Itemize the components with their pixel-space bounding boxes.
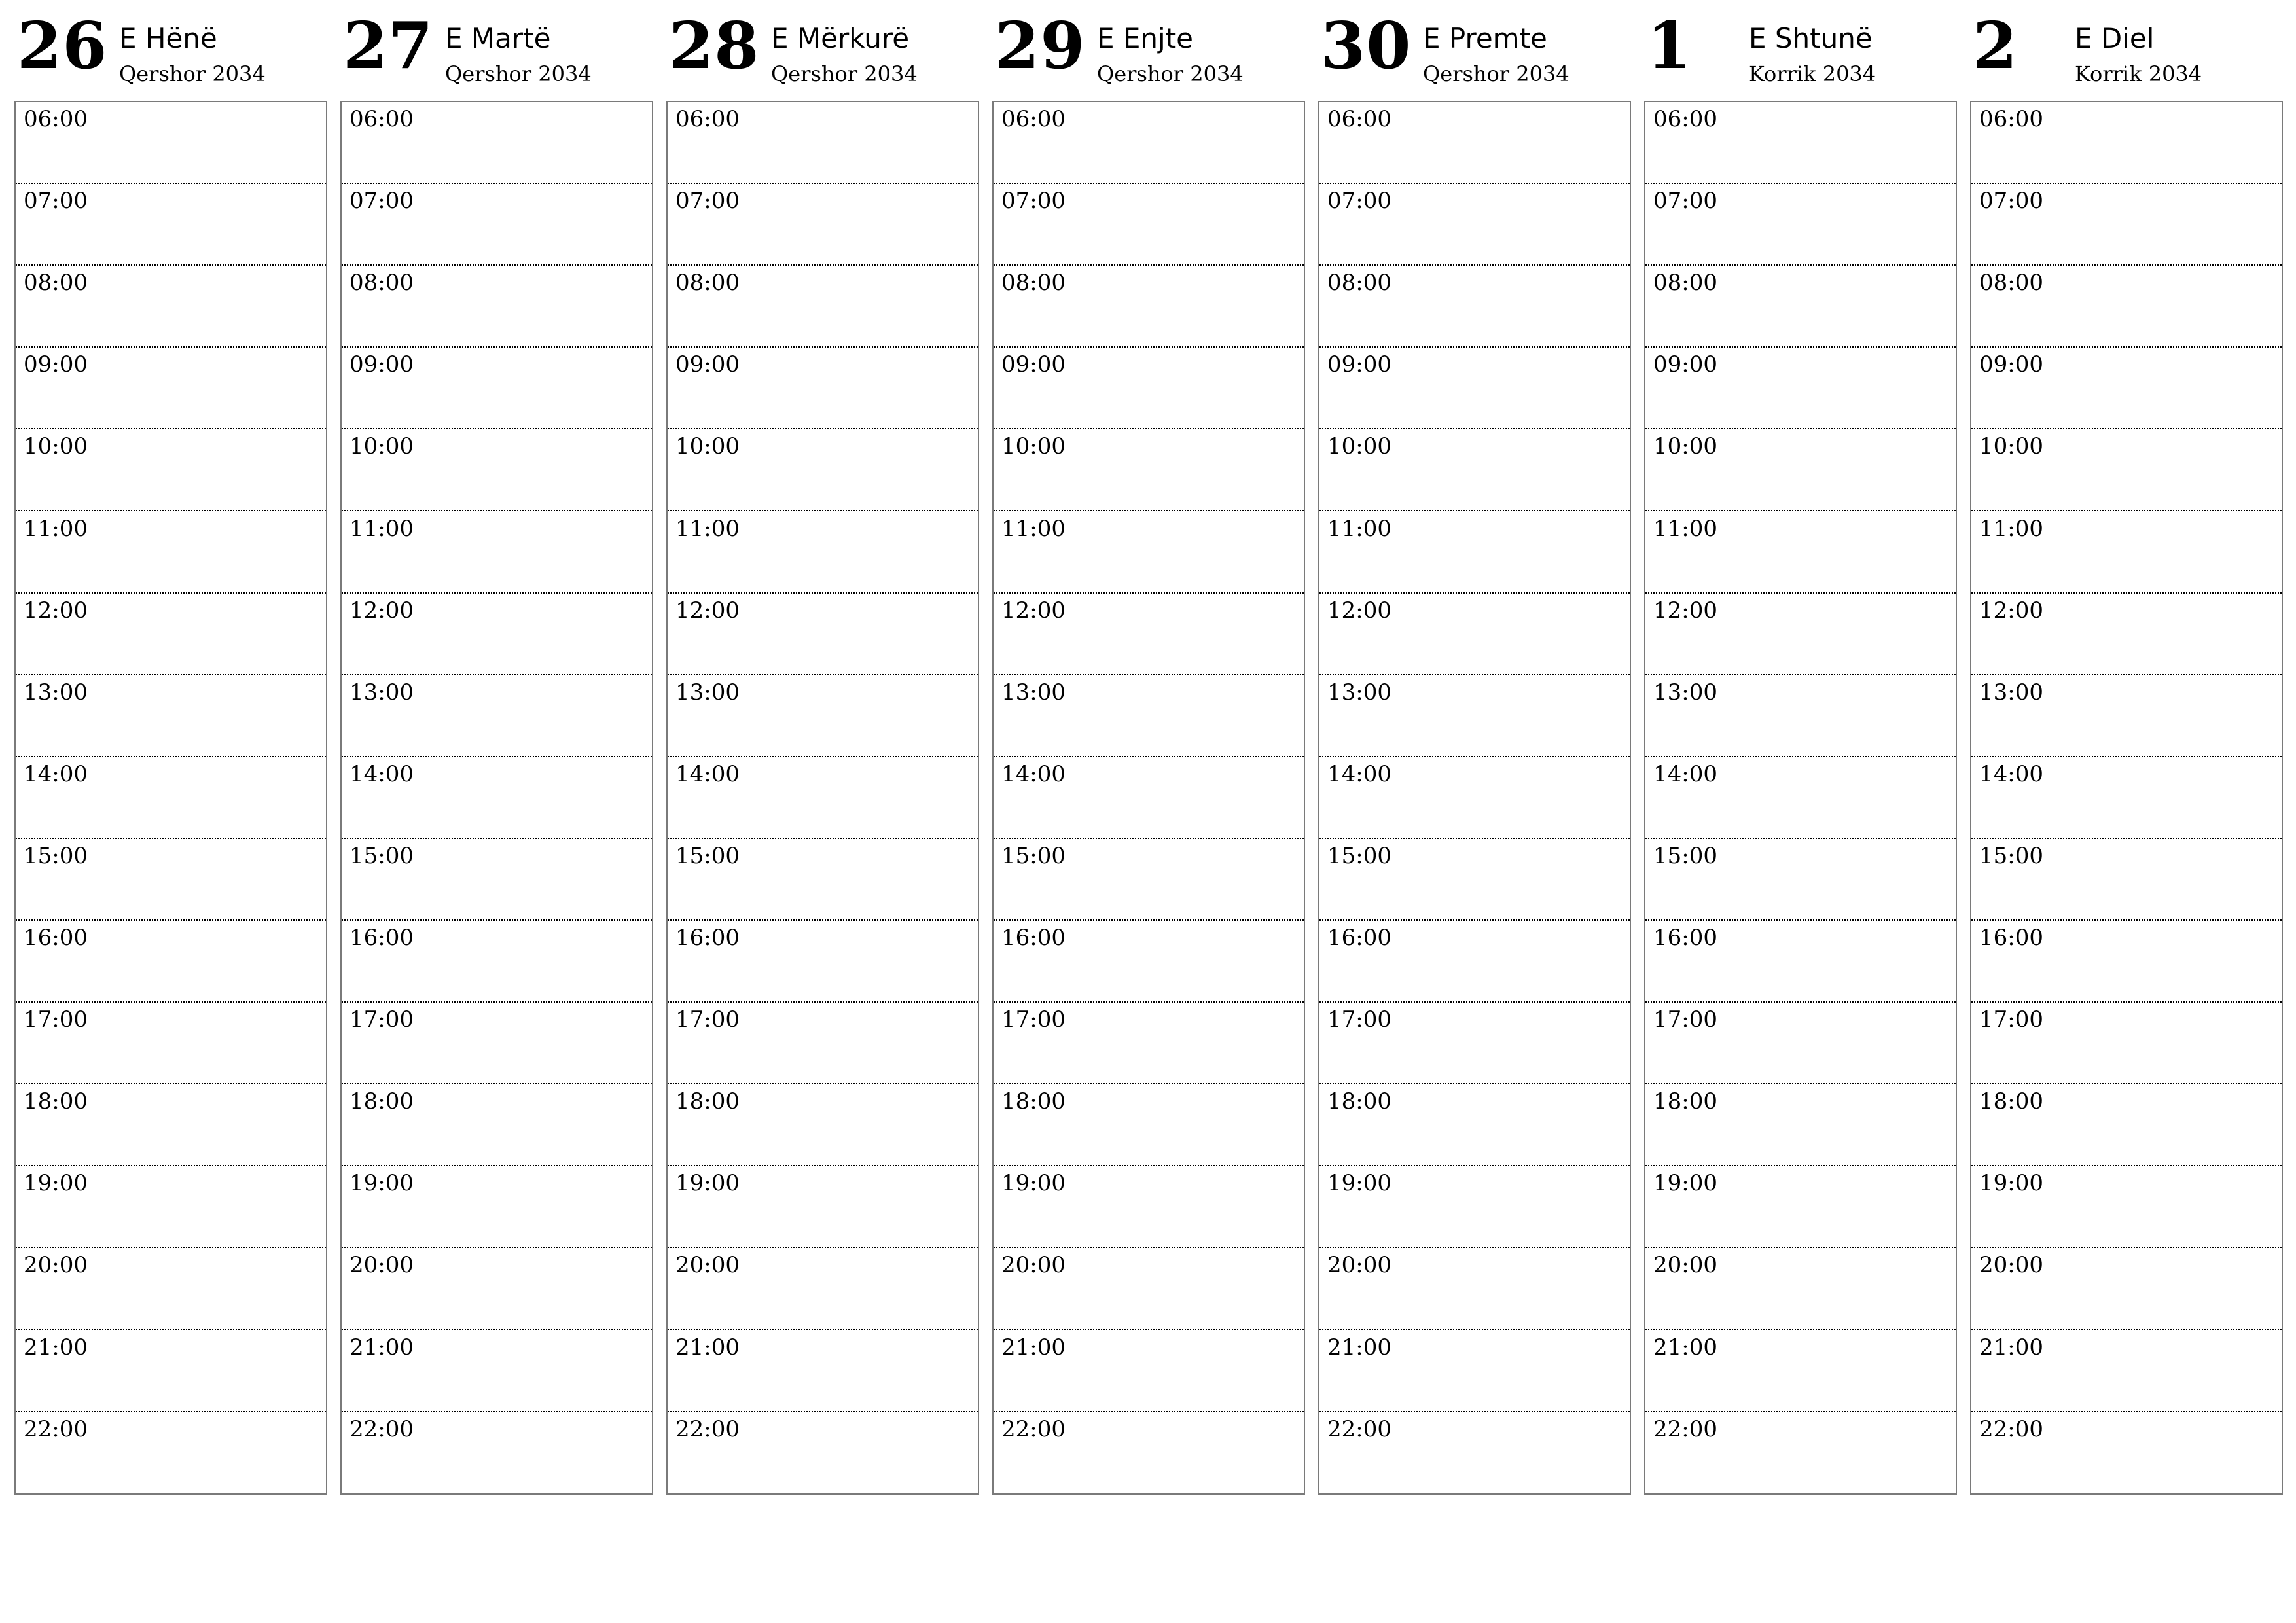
hour-slot[interactable] [342,594,652,675]
hour-slot[interactable] [342,839,652,921]
hour-label: 09:00 [1001,351,1066,378]
hour-label: 10:00 [350,433,414,460]
hour-label: 13:00 [24,679,88,705]
hour-slot[interactable] [668,1003,978,1084]
hour-label: 21:00 [1001,1334,1066,1361]
hour-label: 06:00 [24,106,88,132]
hour-slot[interactable] [668,102,978,184]
hour-label: 12:00 [1653,597,1717,624]
hour-slot[interactable] [994,1248,1304,1330]
hour-slot[interactable] [994,1003,1304,1084]
hour-slot[interactable] [1971,675,2282,757]
hour-slot[interactable] [342,429,652,511]
day-column [340,0,653,1505]
hour-slot[interactable] [1319,348,1630,429]
hour-slot[interactable] [16,1084,326,1166]
day-schedule-box [14,101,327,1495]
hour-label: 17:00 [675,1007,740,1033]
hour-slot[interactable] [994,1330,1304,1412]
day-header [1644,0,1957,99]
hour-label: 20:00 [675,1252,740,1279]
hour-label: 22:00 [1001,1416,1066,1442]
hour-label: 07:00 [1327,188,1391,215]
day-column [666,0,979,1505]
day-number: 26 [17,9,108,84]
hour-label: 19:00 [1979,1170,2043,1197]
hour-slot[interactable] [1645,1084,1956,1166]
hour-slot[interactable] [1645,921,1956,1003]
month-year: Korrik 2034 [1749,62,1876,86]
hour-label: 08:00 [675,270,740,296]
hour-slot[interactable] [1971,1248,2282,1330]
hour-label: 09:00 [1327,351,1391,378]
hour-slot[interactable] [668,512,978,594]
hour-slot[interactable] [16,1330,326,1412]
hour-label: 21:00 [1653,1334,1717,1361]
hour-slot[interactable] [342,1248,652,1330]
hour-slot[interactable] [16,348,326,429]
hour-label: 13:00 [1327,679,1391,705]
hour-slot[interactable] [342,1412,652,1494]
hour-label: 14:00 [1653,760,1717,787]
hour-label: 12:00 [1327,597,1391,624]
hour-slot[interactable] [1971,512,2282,594]
hour-slot[interactable] [1319,921,1630,1003]
day-header [992,0,1305,99]
hour-label: 20:00 [1653,1252,1717,1279]
day-number: 29 [995,9,1086,84]
hour-label: 11:00 [350,515,414,542]
hour-slot[interactable] [668,594,978,675]
month-year: Qershor 2034 [771,62,918,86]
hour-label: 16:00 [24,925,88,951]
hour-slot[interactable] [994,184,1304,266]
month-year: Qershor 2034 [1097,62,1244,86]
hour-label: 18:00 [350,1088,414,1115]
hour-slot[interactable] [1645,102,1956,184]
month-year: Korrik 2034 [2075,62,2202,86]
hour-slot[interactable] [16,839,326,921]
hour-slot[interactable] [1319,1248,1630,1330]
hour-label: 14:00 [24,760,88,787]
hour-label: 09:00 [1653,351,1717,378]
hour-slot[interactable] [668,1084,978,1166]
hour-slot[interactable] [16,266,326,348]
weekday-name: E Martë [445,22,551,54]
hour-slot[interactable] [994,348,1304,429]
hour-label: 19:00 [350,1170,414,1197]
hour-label: 11:00 [1979,515,2043,542]
hour-label: 18:00 [1979,1088,2043,1115]
day-header [1970,0,2283,99]
hour-label: 18:00 [675,1088,740,1115]
day-schedule-box [340,101,653,1495]
hour-slot[interactable] [994,1084,1304,1166]
hour-slot[interactable] [342,675,652,757]
hour-label: 09:00 [675,351,740,378]
hour-slot[interactable] [1319,839,1630,921]
hour-slot[interactable] [1971,184,2282,266]
hour-label: 14:00 [675,760,740,787]
hour-label: 15:00 [1979,842,2043,869]
weekday-name: E Enjte [1097,22,1194,54]
month-year: Qershor 2034 [119,62,266,86]
hour-label: 06:00 [1001,106,1066,132]
hour-slot[interactable] [1319,594,1630,675]
day-schedule-box [666,101,979,1495]
weekday-name: E Premte [1423,22,1547,54]
hour-slot[interactable] [16,512,326,594]
hour-label: 14:00 [350,760,414,787]
hour-slot[interactable] [342,921,652,1003]
hour-slot[interactable] [16,1248,326,1330]
hour-label: 10:00 [24,433,88,460]
hour-slot[interactable] [668,184,978,266]
hour-label: 20:00 [24,1252,88,1279]
hour-label: 22:00 [675,1416,740,1442]
hour-label: 07:00 [1001,188,1066,215]
hour-slot[interactable] [994,921,1304,1003]
hour-label: 17:00 [1653,1007,1717,1033]
day-number: 2 [1973,9,2018,84]
hour-label: 12:00 [350,597,414,624]
hour-slot[interactable] [342,757,652,839]
hour-label: 20:00 [350,1252,414,1279]
hour-slot[interactable] [668,1412,978,1494]
hour-slot[interactable] [994,594,1304,675]
hour-slot[interactable] [342,512,652,594]
hour-slot[interactable] [1645,184,1956,266]
hour-label: 12:00 [1001,597,1066,624]
hour-label: 14:00 [1001,760,1066,787]
hour-slot[interactable] [16,921,326,1003]
hour-slot[interactable] [994,675,1304,757]
hour-slot[interactable] [668,921,978,1003]
hour-label: 07:00 [24,188,88,215]
hour-slot[interactable] [668,839,978,921]
hour-label: 20:00 [1327,1252,1391,1279]
month-year: Qershor 2034 [445,62,592,86]
hour-label: 17:00 [24,1007,88,1033]
day-schedule-box [1644,101,1957,1495]
hour-label: 13:00 [1653,679,1717,705]
hour-slot[interactable] [1319,429,1630,511]
hour-slot[interactable] [1971,1330,2282,1412]
hour-slot[interactable] [994,429,1304,511]
weekday-name: E Mërkurë [771,22,910,54]
hour-label: 22:00 [24,1416,88,1442]
hour-slot[interactable] [342,1084,652,1166]
hour-label: 21:00 [350,1334,414,1361]
hour-slot[interactable] [994,1166,1304,1248]
day-number: 27 [343,9,434,84]
hour-slot[interactable] [16,675,326,757]
hour-label: 14:00 [1327,760,1391,787]
hour-slot[interactable] [16,594,326,675]
hour-label: 18:00 [24,1088,88,1115]
hour-slot[interactable] [16,757,326,839]
hour-label: 07:00 [675,188,740,215]
day-number: 28 [669,9,760,84]
hour-slot[interactable] [1971,757,2282,839]
hour-label: 08:00 [1327,270,1391,296]
hour-slot[interactable] [16,1412,326,1494]
hour-label: 08:00 [1001,270,1066,296]
hour-label: 16:00 [1001,925,1066,951]
hour-label: 13:00 [350,679,414,705]
hour-slot[interactable] [342,184,652,266]
hour-slot[interactable] [1319,757,1630,839]
hour-label: 06:00 [350,106,414,132]
day-column [992,0,1305,1505]
hour-slot[interactable] [1971,266,2282,348]
hour-slot[interactable] [668,266,978,348]
hour-label: 20:00 [1979,1252,2043,1279]
hour-slot[interactable] [994,512,1304,594]
hour-slot[interactable] [1645,757,1956,839]
hour-slot[interactable] [1319,1003,1630,1084]
day-schedule-box [1318,101,1631,1495]
hour-slot[interactable] [1319,675,1630,757]
hour-label: 10:00 [1979,433,2043,460]
hour-label: 16:00 [1327,925,1391,951]
hour-label: 13:00 [675,679,740,705]
hour-slot[interactable] [16,1003,326,1084]
hour-label: 09:00 [24,351,88,378]
hour-slot[interactable] [1645,1003,1956,1084]
day-column [1644,0,1957,1505]
weekday-name: E Diel [2075,22,2155,54]
hour-slot[interactable] [1971,1412,2282,1494]
day-column [1970,0,2283,1505]
hour-label: 06:00 [1327,106,1391,132]
hour-slot[interactable] [1645,348,1956,429]
hour-label: 08:00 [24,270,88,296]
hour-label: 08:00 [1979,270,2043,296]
hour-label: 19:00 [1001,1170,1066,1197]
hour-label: 12:00 [24,597,88,624]
hour-slot[interactable] [1645,839,1956,921]
hour-label: 17:00 [1979,1007,2043,1033]
hour-label: 07:00 [1653,188,1717,215]
hour-label: 22:00 [1327,1416,1391,1442]
day-header [14,0,327,99]
hour-label: 15:00 [675,842,740,869]
hour-label: 10:00 [1327,433,1391,460]
hour-label: 07:00 [350,188,414,215]
hour-label: 14:00 [1979,760,2043,787]
hour-slot[interactable] [1319,1412,1630,1494]
hour-slot[interactable] [1645,429,1956,511]
hour-slot[interactable] [1645,1330,1956,1412]
day-header [1318,0,1631,99]
month-year: Qershor 2034 [1423,62,1570,86]
hour-slot[interactable] [668,757,978,839]
hour-label: 11:00 [675,515,740,542]
hour-slot[interactable] [1319,1084,1630,1166]
hour-label: 13:00 [1001,679,1066,705]
hour-label: 15:00 [1327,842,1391,869]
hour-slot[interactable] [994,266,1304,348]
hour-slot[interactable] [668,1248,978,1330]
hour-slot[interactable] [1971,1003,2282,1084]
hour-slot[interactable] [342,266,652,348]
hour-label: 07:00 [1979,188,2043,215]
hour-slot[interactable] [16,102,326,184]
hour-slot[interactable] [342,1003,652,1084]
hour-label: 16:00 [350,925,414,951]
hour-label: 19:00 [1327,1170,1391,1197]
hour-slot[interactable] [994,1412,1304,1494]
hour-label: 11:00 [1653,515,1717,542]
day-column [1318,0,1631,1505]
hour-label: 16:00 [675,925,740,951]
hour-slot[interactable] [1971,594,2282,675]
hour-slot[interactable] [668,1166,978,1248]
hour-slot[interactable] [1645,1166,1956,1248]
hour-label: 19:00 [675,1170,740,1197]
weekday-name: E Shtunë [1749,22,1873,54]
hour-label: 22:00 [350,1416,414,1442]
hour-slot[interactable] [668,1330,978,1412]
hour-label: 19:00 [1653,1170,1717,1197]
hour-slot[interactable] [1319,1166,1630,1248]
hour-slot[interactable] [994,839,1304,921]
hour-slot[interactable] [1645,1248,1956,1330]
day-number: 1 [1647,9,1693,84]
hour-label: 12:00 [675,597,740,624]
hour-slot[interactable] [668,429,978,511]
hour-slot[interactable] [994,102,1304,184]
hour-label: 21:00 [1979,1334,2043,1361]
hour-label: 11:00 [1001,515,1066,542]
hour-slot[interactable] [994,757,1304,839]
hour-label: 15:00 [24,842,88,869]
hour-label: 15:00 [350,842,414,869]
hour-label: 15:00 [1001,842,1066,869]
hour-slot[interactable] [342,348,652,429]
weekday-name: E Hënë [119,22,217,54]
hour-slot[interactable] [342,1166,652,1248]
hour-label: 08:00 [350,270,414,296]
day-header [340,0,653,99]
hour-slot[interactable] [1645,1412,1956,1494]
hour-slot[interactable] [1319,512,1630,594]
hour-slot[interactable] [1645,266,1956,348]
day-schedule-box [1970,101,2283,1495]
hour-slot[interactable] [1645,675,1956,757]
hour-slot[interactable] [1319,1330,1630,1412]
hour-slot[interactable] [1319,266,1630,348]
hour-slot[interactable] [1319,102,1630,184]
hour-label: 06:00 [1979,106,2043,132]
hour-label: 19:00 [24,1170,88,1197]
hour-slot[interactable] [1645,594,1956,675]
day-column [14,0,327,1505]
hour-label: 21:00 [675,1334,740,1361]
hour-slot[interactable] [16,184,326,266]
hour-label: 18:00 [1327,1088,1391,1115]
hour-slot[interactable] [342,102,652,184]
day-schedule-box [992,101,1305,1495]
hour-slot[interactable] [1971,921,2282,1003]
hour-slot[interactable] [16,1166,326,1248]
hour-label: 22:00 [1653,1416,1717,1442]
weekly-planner [14,0,2283,1505]
hour-label: 11:00 [24,515,88,542]
hour-slot[interactable] [668,675,978,757]
day-number: 30 [1321,9,1412,84]
hour-slot[interactable] [16,429,326,511]
day-header [666,0,979,99]
hour-label: 08:00 [1653,270,1717,296]
hour-label: 21:00 [24,1334,88,1361]
hour-label: 17:00 [1327,1007,1391,1033]
hour-label: 16:00 [1979,925,2043,951]
hour-slot[interactable] [342,1330,652,1412]
hour-slot[interactable] [1971,348,2282,429]
hour-label: 17:00 [350,1007,414,1033]
hour-label: 17:00 [1001,1007,1066,1033]
hour-label: 11:00 [1327,515,1391,542]
hour-label: 20:00 [1001,1252,1066,1279]
hour-slot[interactable] [1971,1166,2282,1248]
hour-slot[interactable] [668,348,978,429]
hour-label: 18:00 [1001,1088,1066,1115]
hour-label: 10:00 [1653,433,1717,460]
hour-slot[interactable] [1971,102,2282,184]
hour-slot[interactable] [1971,429,2282,511]
hour-label: 22:00 [1979,1416,2043,1442]
hour-label: 13:00 [1979,679,2043,705]
hour-label: 18:00 [1653,1088,1717,1115]
hour-slot[interactable] [1645,512,1956,594]
hour-label: 16:00 [1653,925,1717,951]
hour-slot[interactable] [1971,1084,2282,1166]
hour-label: 09:00 [350,351,414,378]
hour-label: 15:00 [1653,842,1717,869]
hour-label: 10:00 [675,433,740,460]
hour-slot[interactable] [1971,839,2282,921]
hour-label: 10:00 [1001,433,1066,460]
hour-label: 06:00 [675,106,740,132]
hour-slot[interactable] [1319,184,1630,266]
hour-label: 09:00 [1979,351,2043,378]
hour-label: 06:00 [1653,106,1717,132]
hour-label: 21:00 [1327,1334,1391,1361]
hour-label: 12:00 [1979,597,2043,624]
